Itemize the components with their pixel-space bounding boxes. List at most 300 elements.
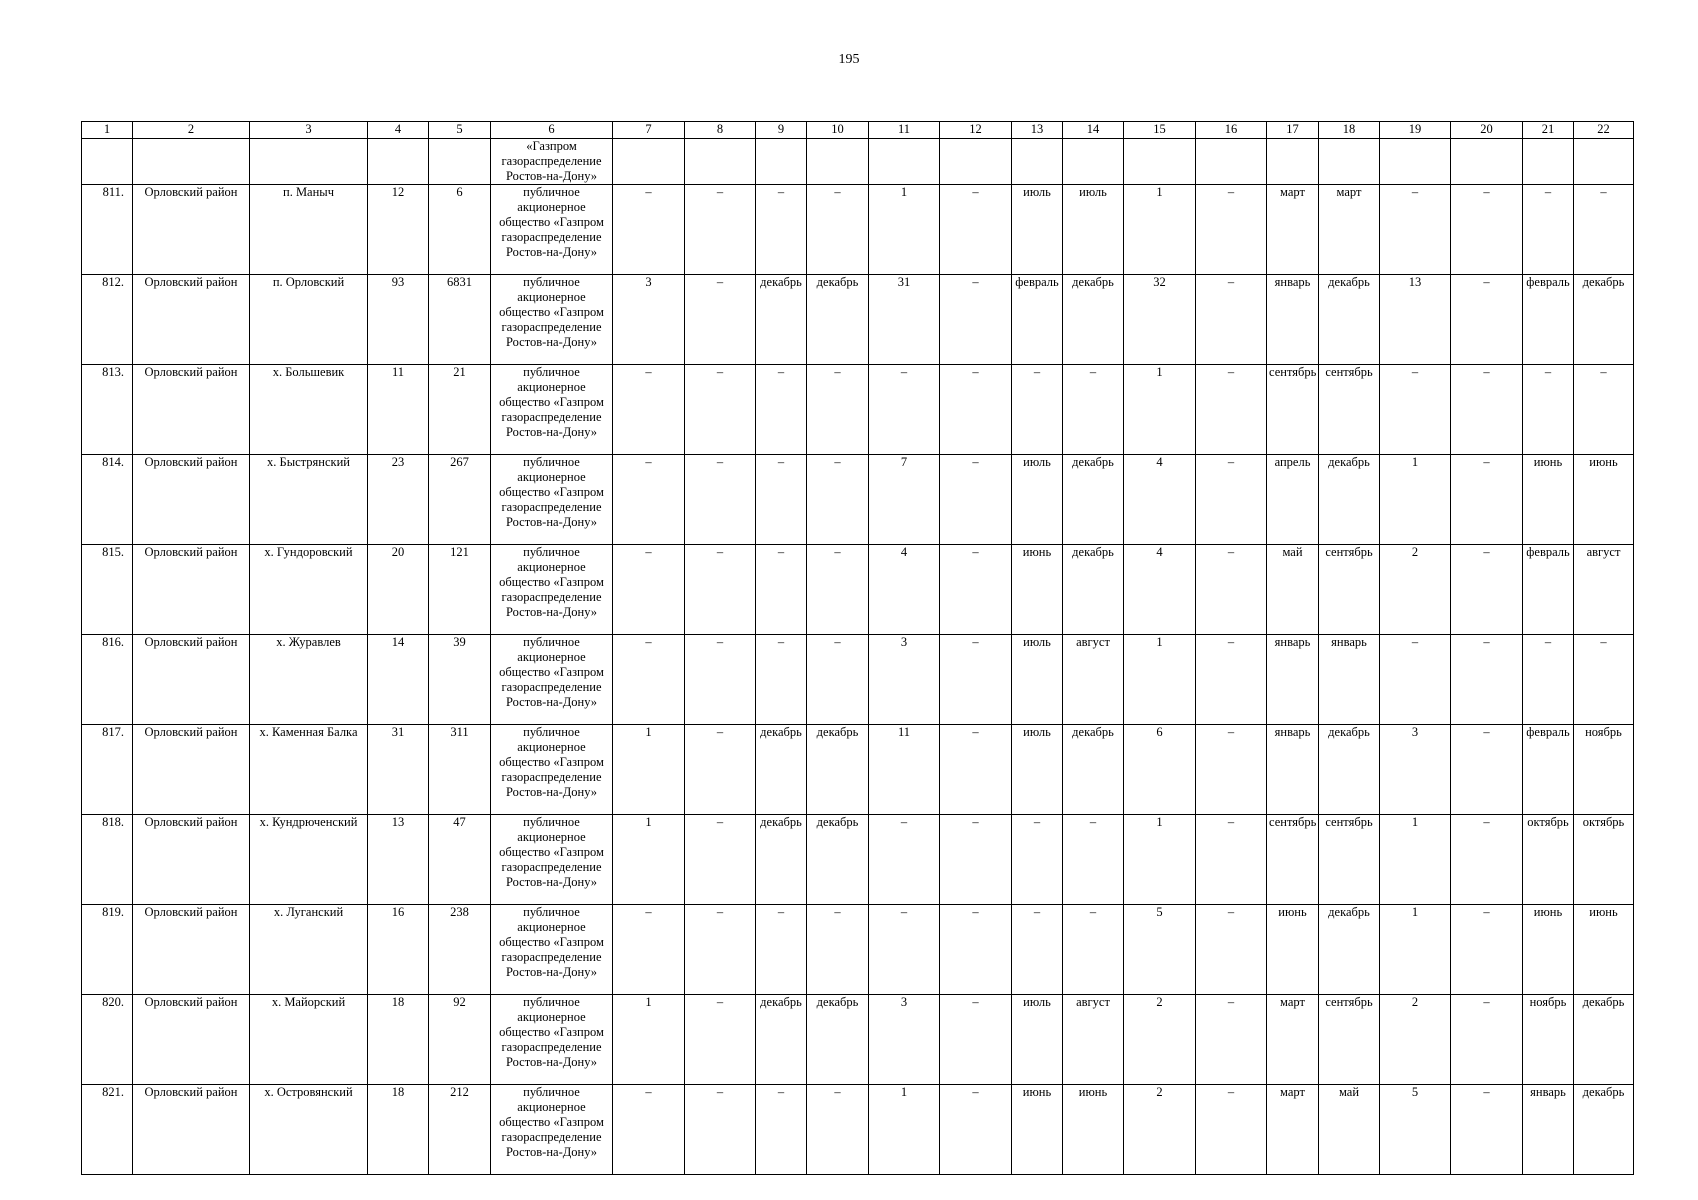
table-cell: 1	[613, 995, 685, 1085]
table-cell: март	[1267, 1085, 1319, 1175]
table-cell: публичное акционерное общество «Газпром газораспределение Ростов-на-Дону»	[491, 185, 613, 275]
table-cell: –	[940, 815, 1012, 905]
table-cell: декабрь	[807, 725, 869, 815]
table-cell: 1	[1380, 815, 1451, 905]
table-cell: 7	[869, 455, 940, 545]
table-row	[82, 455, 1634, 545]
table-cell: –	[1451, 635, 1523, 725]
table-cell: 18	[368, 1085, 429, 1175]
row-number: 818.	[82, 815, 133, 905]
table-cell: октябрь	[1574, 815, 1634, 905]
table-cell: х. Гундоровский	[250, 545, 368, 635]
table-cell: 14	[368, 635, 429, 725]
table-cell	[82, 139, 133, 185]
table-cell: 20	[368, 545, 429, 635]
table-cell: Орловский район	[133, 365, 250, 455]
row-number: 819.	[82, 905, 133, 995]
gasification-table	[81, 121, 1634, 1175]
table-cell: март	[1319, 185, 1380, 275]
table-cell: 23	[368, 455, 429, 545]
table-cell: –	[1574, 185, 1634, 275]
table-cell: –	[1063, 365, 1124, 455]
table-cell: июнь	[1063, 1085, 1124, 1175]
table-cell: –	[1451, 905, 1523, 995]
table-cell: публичное акционерное общество «Газпром газораспределение Ростов-на-Дону»	[491, 275, 613, 365]
column-header-16: 16	[1196, 122, 1267, 139]
table-cell: –	[940, 365, 1012, 455]
table-cell: сентябрь	[1319, 365, 1380, 455]
table-cell: 2	[1380, 995, 1451, 1085]
table-cell: –	[1196, 545, 1267, 635]
table-cell: 4	[1124, 455, 1196, 545]
column-header-3: 3	[250, 122, 368, 139]
table-cell	[1012, 139, 1063, 185]
table-cell: –	[1196, 815, 1267, 905]
table-cell: май	[1319, 1085, 1380, 1175]
table-cell: –	[940, 635, 1012, 725]
table-cell: –	[1451, 365, 1523, 455]
table-cell: публичное акционерное общество «Газпром газораспределение Ростов-на-Дону»	[491, 365, 613, 455]
table-cell: –	[1196, 725, 1267, 815]
column-header-7: 7	[613, 122, 685, 139]
table-cell	[1574, 139, 1634, 185]
table-cell: июль	[1012, 635, 1063, 725]
table-cell: 21	[429, 365, 491, 455]
table-cell	[1523, 139, 1574, 185]
table-cell: 1	[613, 815, 685, 905]
table-cell: –	[1196, 365, 1267, 455]
table-cell: 18	[368, 995, 429, 1085]
table-cell: декабрь	[807, 275, 869, 365]
table-cell: декабрь	[807, 995, 869, 1085]
table-cell: 6	[429, 185, 491, 275]
table-cell: х. Кундрюченский	[250, 815, 368, 905]
table-cell: февраль	[1523, 275, 1574, 365]
table-cell: –	[756, 455, 807, 545]
column-header-13: 13	[1012, 122, 1063, 139]
table-cell: июль	[1012, 185, 1063, 275]
table-cell: –	[685, 365, 756, 455]
table-cell: х. Журавлев	[250, 635, 368, 725]
table-cell: 121	[429, 545, 491, 635]
table-cell: сентябрь	[1267, 365, 1319, 455]
table-cell: –	[940, 995, 1012, 1085]
table-cell: 1	[1124, 815, 1196, 905]
table-cell	[613, 139, 685, 185]
table-cell: декабрь	[1063, 725, 1124, 815]
table-cell	[869, 139, 940, 185]
table-cell: публичное акционерное общество «Газпром газораспределение Ростов-на-Дону»	[491, 905, 613, 995]
table-cell: 212	[429, 1085, 491, 1175]
table-cell: –	[756, 905, 807, 995]
table-cell: август	[1063, 635, 1124, 725]
table-cell: –	[1012, 815, 1063, 905]
table-cell: Орловский район	[133, 815, 250, 905]
table-cell: Орловский район	[133, 455, 250, 545]
table-cell: декабрь	[807, 815, 869, 905]
table-row	[82, 365, 1634, 455]
table-cell: х. Островянский	[250, 1085, 368, 1175]
table-cell: август	[1574, 545, 1634, 635]
table-cell: 1	[1380, 905, 1451, 995]
table-cell: –	[1451, 1085, 1523, 1175]
table-cell	[1451, 139, 1523, 185]
table-cell: июль	[1063, 185, 1124, 275]
column-header-8: 8	[685, 122, 756, 139]
page-number: 195	[838, 52, 860, 67]
table-cell: –	[1380, 185, 1451, 275]
table-cell: октябрь	[1523, 815, 1574, 905]
table-cell: –	[685, 185, 756, 275]
table-cell: сентябрь	[1319, 995, 1380, 1085]
table-cell: публичное акционерное общество «Газпром газораспределение Ростов-на-Дону»	[491, 545, 613, 635]
table-cell: декабрь	[1319, 455, 1380, 545]
table-cell: публичное акционерное общество «Газпром газораспределение Ростов-на-Дону»	[491, 815, 613, 905]
table-cell: декабрь	[1574, 995, 1634, 1085]
table-cell: май	[1267, 545, 1319, 635]
table-cell: п. Маныч	[250, 185, 368, 275]
table-cell: февраль	[1012, 275, 1063, 365]
table-cell: июль	[1012, 995, 1063, 1085]
table-cell: 6831	[429, 275, 491, 365]
table-cell: 92	[429, 995, 491, 1085]
table-cell: сентябрь	[1267, 815, 1319, 905]
table-cell: публичное акционерное общество «Газпром газораспределение Ростов-на-Дону»	[491, 725, 613, 815]
table-cell: публичное акционерное общество «Газпром газораспределение Ростов-на-Дону»	[491, 635, 613, 725]
table-cell: февраль	[1523, 725, 1574, 815]
row-number: 815.	[82, 545, 133, 635]
table-cell: –	[807, 365, 869, 455]
table-cell: –	[940, 275, 1012, 365]
table-cell: декабрь	[1574, 275, 1634, 365]
column-header-2: 2	[133, 122, 250, 139]
table-cell: 1	[869, 185, 940, 275]
table-cell: 93	[368, 275, 429, 365]
table-cell: июль	[1012, 455, 1063, 545]
table-cell: Орловский район	[133, 1085, 250, 1175]
table-cell: публичное акционерное общество «Газпром газораспределение Ростов-на-Дону»	[491, 995, 613, 1085]
table-cell: –	[1196, 455, 1267, 545]
row-number: 812.	[82, 275, 133, 365]
column-header-19: 19	[1380, 122, 1451, 139]
row-number: 821.	[82, 1085, 133, 1175]
table-cell: март	[1267, 995, 1319, 1085]
column-header-4: 4	[368, 122, 429, 139]
column-header-17: 17	[1267, 122, 1319, 139]
table-cell: –	[1063, 815, 1124, 905]
table-cell: публичное акционерное общество «Газпром газораспределение Ростов-на-Дону»	[491, 1085, 613, 1175]
column-number-row	[82, 122, 1634, 139]
table-cell: 4	[1124, 545, 1196, 635]
table-cell: –	[940, 905, 1012, 995]
table-cell	[756, 139, 807, 185]
table-cell	[1063, 139, 1124, 185]
table-cell: Орловский район	[133, 545, 250, 635]
table-cell: июль	[1012, 725, 1063, 815]
table-cell: декабрь	[756, 725, 807, 815]
table-cell: сентябрь	[1319, 545, 1380, 635]
table-cell	[368, 139, 429, 185]
table-cell: 5	[1380, 1085, 1451, 1175]
table-cell: –	[756, 545, 807, 635]
table-cell: –	[1380, 365, 1451, 455]
table-cell: –	[1196, 635, 1267, 725]
table-cell: июнь	[1523, 905, 1574, 995]
table-cell: апрель	[1267, 455, 1319, 545]
column-header-18: 18	[1319, 122, 1380, 139]
table-cell: –	[940, 455, 1012, 545]
table-cell: декабрь	[1574, 1085, 1634, 1175]
column-header-21: 21	[1523, 122, 1574, 139]
table-cell: 4	[869, 545, 940, 635]
table-cell: –	[1451, 815, 1523, 905]
table-cell: сентябрь	[1319, 815, 1380, 905]
table-cell	[1196, 139, 1267, 185]
table-cell: –	[1063, 905, 1124, 995]
table-cell: –	[940, 725, 1012, 815]
column-header-1: 1	[82, 122, 133, 139]
table-cell: –	[1523, 365, 1574, 455]
row-number: 820.	[82, 995, 133, 1085]
table-cell: январь	[1523, 1085, 1574, 1175]
table-cell: –	[1196, 185, 1267, 275]
table-row	[82, 1085, 1634, 1175]
table-cell: –	[869, 365, 940, 455]
table-cell: х. Большевик	[250, 365, 368, 455]
table-cell: х. Быстрянский	[250, 455, 368, 545]
column-header-15: 15	[1124, 122, 1196, 139]
table-cell: ноябрь	[1523, 995, 1574, 1085]
table-cell: 31	[368, 725, 429, 815]
table-cell	[1267, 139, 1319, 185]
table-row	[82, 995, 1634, 1085]
table-cell: 267	[429, 455, 491, 545]
table-cell: –	[1196, 275, 1267, 365]
table-cell: публичное акционерное общество «Газпром газораспределение Ростов-на-Дону»	[491, 455, 613, 545]
table-cell: –	[1451, 185, 1523, 275]
table-cell: 2	[1380, 545, 1451, 635]
table-cell: январь	[1267, 275, 1319, 365]
table-cell: Орловский район	[133, 185, 250, 275]
table-cell: –	[869, 815, 940, 905]
table-cell: январь	[1267, 725, 1319, 815]
table-cell: Орловский район	[133, 995, 250, 1085]
table-cell	[133, 139, 250, 185]
column-header-9: 9	[756, 122, 807, 139]
table-cell: 2	[1124, 1085, 1196, 1175]
table-cell: 12	[368, 185, 429, 275]
table-cell: –	[1380, 635, 1451, 725]
table-cell: февраль	[1523, 545, 1574, 635]
table-cell: 3	[869, 635, 940, 725]
table-cell: декабрь	[1319, 725, 1380, 815]
table-row	[82, 275, 1634, 365]
table-cell: –	[869, 905, 940, 995]
table-cell: –	[685, 905, 756, 995]
table-cell: –	[1451, 995, 1523, 1085]
table-cell: –	[756, 1085, 807, 1175]
table-cell: декабрь	[1319, 905, 1380, 995]
row-number: 816.	[82, 635, 133, 725]
table-cell: –	[685, 275, 756, 365]
table-cell: 1	[1124, 635, 1196, 725]
table-cell: декабрь	[1063, 545, 1124, 635]
table-cell: –	[1012, 905, 1063, 995]
table-cell: июнь	[1012, 545, 1063, 635]
column-header-22: 22	[1574, 122, 1634, 139]
table-cell: –	[1523, 185, 1574, 275]
table-cell: –	[685, 455, 756, 545]
table-cell: декабрь	[756, 995, 807, 1085]
table-cell: июнь	[1574, 455, 1634, 545]
table-cell: Орловский район	[133, 725, 250, 815]
row-number: 811.	[82, 185, 133, 275]
table-cell: 6	[1124, 725, 1196, 815]
table-cell: –	[613, 635, 685, 725]
table-cell: –	[613, 545, 685, 635]
table-cell: –	[756, 185, 807, 275]
row-number: 817.	[82, 725, 133, 815]
table-cell: 11	[368, 365, 429, 455]
table-cell: 31	[869, 275, 940, 365]
table-cell: –	[685, 1085, 756, 1175]
table-cell: декабрь	[756, 815, 807, 905]
table-cell: –	[756, 635, 807, 725]
table-cell: –	[940, 185, 1012, 275]
table-row	[82, 545, 1634, 635]
table-cell: 3	[613, 275, 685, 365]
table-row	[82, 635, 1634, 725]
table-cell: 32	[1124, 275, 1196, 365]
table-cell: август	[1063, 995, 1124, 1085]
table-cell	[940, 139, 1012, 185]
table-cell: 16	[368, 905, 429, 995]
table-row	[82, 815, 1634, 905]
table-cell: –	[1196, 1085, 1267, 1175]
table-cell: январь	[1267, 635, 1319, 725]
table-cell: июнь	[1523, 455, 1574, 545]
table-cell: 1	[1124, 365, 1196, 455]
table-cell	[1319, 139, 1380, 185]
column-header-11: 11	[869, 122, 940, 139]
row-number: 813.	[82, 365, 133, 455]
table-cell: 5	[1124, 905, 1196, 995]
table-cell: –	[1574, 635, 1634, 725]
table-cell: 238	[429, 905, 491, 995]
table-cell: 1	[869, 1085, 940, 1175]
continuation-row	[82, 139, 1634, 185]
table-cell: 2	[1124, 995, 1196, 1085]
table-cell: –	[807, 455, 869, 545]
table-cell: декабрь	[756, 275, 807, 365]
table-cell: –	[940, 545, 1012, 635]
table-cell: –	[685, 815, 756, 905]
table-cell: –	[756, 365, 807, 455]
table-cell	[250, 139, 368, 185]
table-row	[82, 725, 1634, 815]
table-cell: Орловский район	[133, 635, 250, 725]
table-cell: ноябрь	[1574, 725, 1634, 815]
table-cell: декабрь	[1063, 275, 1124, 365]
table-cell: –	[1574, 365, 1634, 455]
table-cell: 3	[1380, 725, 1451, 815]
table-cell: июнь	[1574, 905, 1634, 995]
table-cell: п. Орловский	[250, 275, 368, 365]
table-cell	[807, 139, 869, 185]
table-cell: 1	[1124, 185, 1196, 275]
table-cell: –	[613, 905, 685, 995]
table-cell	[429, 139, 491, 185]
table-cell: х. Луганский	[250, 905, 368, 995]
table-cell: –	[807, 185, 869, 275]
column-header-12: 12	[940, 122, 1012, 139]
table-cell: 1	[1380, 455, 1451, 545]
table-cell: 13	[368, 815, 429, 905]
table-cell: 13	[1380, 275, 1451, 365]
table-cell: –	[1451, 725, 1523, 815]
column-header-10: 10	[807, 122, 869, 139]
table-cell: –	[1196, 905, 1267, 995]
table-cell: х. Каменная Балка	[250, 725, 368, 815]
table-cell: Орловский район	[133, 905, 250, 995]
table-cell: –	[685, 995, 756, 1085]
row-number: 814.	[82, 455, 133, 545]
column-header-5: 5	[429, 122, 491, 139]
table-cell: –	[807, 905, 869, 995]
table-cell: –	[613, 1085, 685, 1175]
table-cell: декабрь	[1063, 455, 1124, 545]
table-cell: –	[1451, 275, 1523, 365]
table-cell: Орловский район	[133, 275, 250, 365]
table-cell	[1124, 139, 1196, 185]
table-cell: «Газпром газораспределение Ростов-на-Дону»	[491, 139, 613, 185]
table-cell: –	[1451, 545, 1523, 635]
table-cell	[1380, 139, 1451, 185]
table-cell: –	[807, 635, 869, 725]
table-cell: декабрь	[1319, 275, 1380, 365]
column-header-14: 14	[1063, 122, 1124, 139]
table-row	[82, 185, 1634, 275]
table-cell: 11	[869, 725, 940, 815]
table-cell: январь	[1319, 635, 1380, 725]
table-cell: –	[685, 635, 756, 725]
table-cell: –	[1451, 455, 1523, 545]
table-cell: –	[613, 185, 685, 275]
table-cell: –	[940, 1085, 1012, 1175]
table-cell: 47	[429, 815, 491, 905]
table-cell: –	[807, 1085, 869, 1175]
table-cell: 1	[613, 725, 685, 815]
table-cell: –	[685, 725, 756, 815]
table-cell: март	[1267, 185, 1319, 275]
table-cell: 3	[869, 995, 940, 1085]
table-cell: июнь	[1267, 905, 1319, 995]
column-header-20: 20	[1451, 122, 1523, 139]
table-cell: –	[1196, 995, 1267, 1085]
table-cell: –	[1523, 635, 1574, 725]
table-cell: –	[685, 545, 756, 635]
table-cell	[685, 139, 756, 185]
table-row	[82, 905, 1634, 995]
column-header-6: 6	[491, 122, 613, 139]
table-cell: –	[1012, 365, 1063, 455]
table-cell: 311	[429, 725, 491, 815]
table-cell: 39	[429, 635, 491, 725]
table-cell: –	[613, 455, 685, 545]
table-cell: х. Майорский	[250, 995, 368, 1085]
table-cell: –	[613, 365, 685, 455]
table-cell: июнь	[1012, 1085, 1063, 1175]
